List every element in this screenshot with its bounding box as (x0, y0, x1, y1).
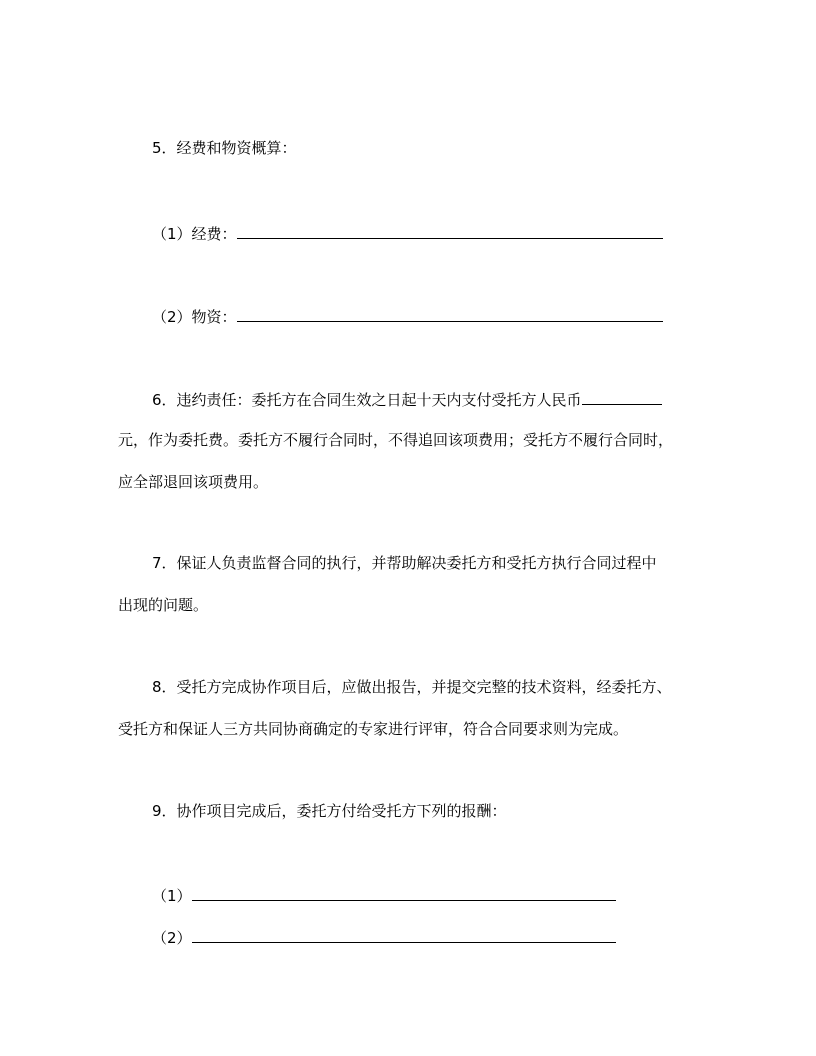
item-6-text-1: 6．违约责任：委托方在合同生效之日起十天内支付受托方人民币 (152, 391, 582, 409)
item-6-line-1 (152, 388, 662, 408)
item-7-line-2 (118, 595, 208, 615)
item-6-text-3: 应全部退回该项费用。 (118, 473, 269, 491)
item-7-line-1 (152, 553, 657, 573)
item-5-1-row (152, 222, 663, 242)
item-8-line-1 (152, 677, 672, 697)
item-9-1-label: （1） (152, 887, 192, 905)
item-5-2-label: （2）物资： (152, 308, 237, 326)
item-6-text-2: 元，作为委托费。委托方不履行合同时，不得追回该项费用；受托方不履行合同时， (118, 431, 674, 449)
item-5-2-row (152, 305, 663, 325)
item-5-text: 5．经费和物资概算： (152, 139, 297, 157)
item-7-text-1: 7．保证人负责监督合同的执行，并帮助解决委托方和受托方执行合同过程中 (152, 554, 657, 572)
item-8-line-2 (118, 719, 628, 739)
item-5-heading (152, 138, 297, 158)
item-9-2-label: （2） (152, 929, 192, 947)
item-9-1-row (152, 884, 616, 904)
item-5-1-label: （1）经费： (152, 225, 237, 243)
item-7-text-2: 出现的问题。 (118, 596, 209, 614)
item-9-text: 9．协作项目完成后，委托方付给受托方下列的报酬： (152, 802, 507, 820)
item-8-text-2: 受托方和保证人三方共同协商确定的专家进行评审，符合合同要求则为完成。 (118, 720, 629, 738)
item-5-2-blank-line (237, 305, 663, 322)
item-9-2-blank-line (192, 926, 616, 943)
item-6-amount-blank (582, 388, 662, 405)
item-9-heading (152, 801, 507, 821)
item-9-2-row (152, 926, 616, 946)
item-6-line-2 (118, 430, 673, 450)
item-9-1-blank-line (192, 884, 616, 901)
item-6-line-3 (118, 472, 268, 492)
item-8-text-1: 8．受托方完成协作项目后，应做出报告，并提交完整的技术资料，经委托方、 (152, 678, 672, 696)
item-5-1-blank-line (237, 222, 663, 239)
